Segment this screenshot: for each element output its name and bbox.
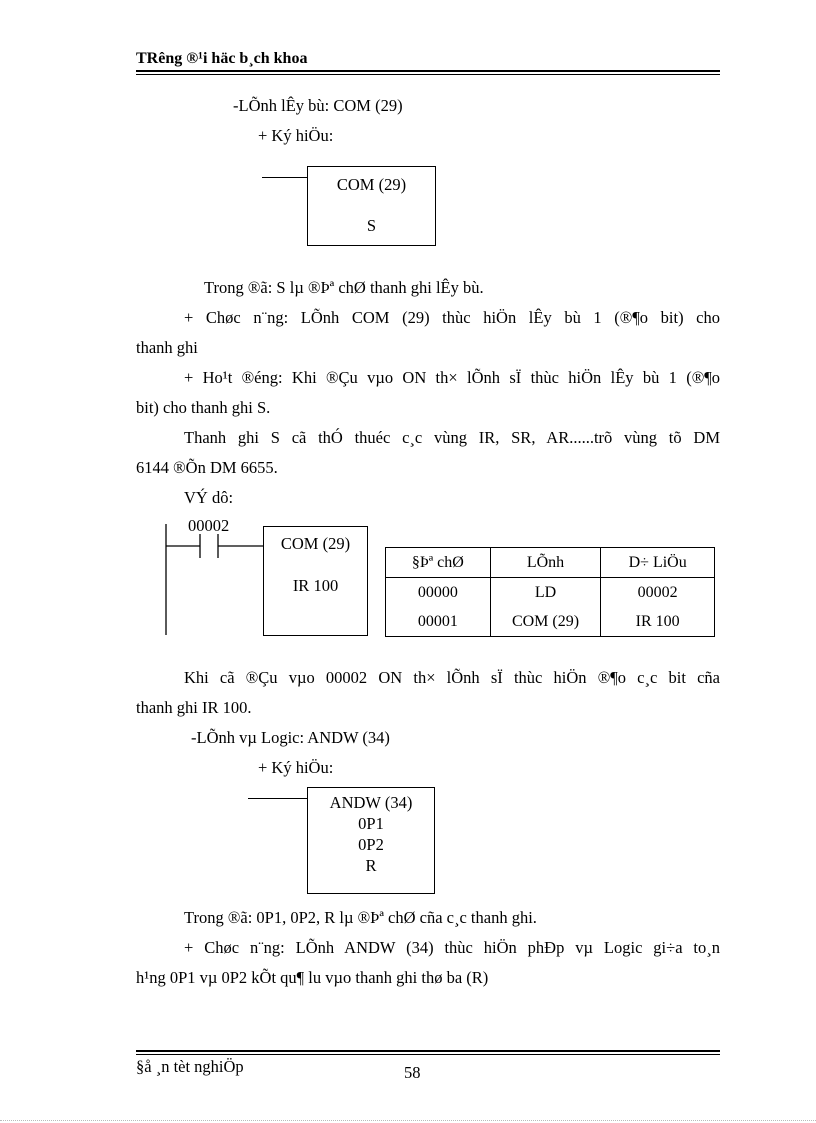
mnemonic-table	[385, 547, 715, 637]
ladder-box-line2: IR 100	[292, 576, 339, 595]
com-function-line1: + Chøc n¨ng: LÕnh COM (29) thùc hiÖn lÊy bù 1 (®¶o bit) cho	[184, 308, 720, 327]
andw-symbol-line3: 0P2	[358, 835, 384, 854]
page-bottom-dotted-edge	[0, 1120, 816, 1121]
header-address: §Þª chØ	[386, 548, 491, 578]
explain-line1: Khi cã ®Çu vµo 00002 ON th× lÕnh sÏ thùc hiÖn ®¶o c¸c bit cña	[184, 668, 720, 687]
header-rule-top	[136, 70, 720, 72]
contact-address-label: 00002	[188, 516, 230, 535]
page-number: 58	[404, 1063, 421, 1082]
footer-left-text: §å ¸n tèt nghiÖp	[136, 1057, 244, 1076]
table-cell: 00002	[601, 578, 715, 608]
andw-symbol-label: + Ký hiÖu:	[258, 758, 334, 777]
ladder-diagram	[160, 520, 270, 640]
table-cell: COM (29)	[490, 607, 601, 637]
register-line2: 6144 ®Õn DM 6655.	[136, 458, 278, 477]
table-cell: 00000	[386, 578, 491, 608]
table-cell: 00001	[386, 607, 491, 637]
andw-symbol-box	[307, 787, 435, 894]
table-cell: LD	[490, 578, 601, 608]
andw-function-line2: h¹ng 0P1 vµ 0P2 kÕt qu¶ lu vµo thanh ghi thø ba (R)	[136, 968, 489, 987]
com-ladder-box	[263, 526, 368, 636]
com-symbol-line1: COM (29)	[336, 175, 407, 194]
header-rule-bottom	[136, 74, 720, 75]
com-where-text: Trong ®ã: S lµ ®Þª chØ thanh ghi lÊy bù.	[204, 278, 484, 297]
andw-where-text: Trong ®ã: 0P1, 0P2, R lµ ®Þª chØ cña c¸c thanh ghi.	[184, 908, 537, 927]
andw-function-line1: + Chøc n¨ng: LÕnh ANDW (34) thùc hiÖn phÐp vµ Logic gi÷a to¸n	[184, 938, 720, 957]
table-header-row	[386, 548, 715, 578]
com-operation-line2: bit) cho thanh ghi S.	[136, 398, 271, 417]
header-instruction: LÕnh	[490, 548, 601, 578]
register-line1: Thanh ghi S cã thÓ thuéc c¸c vùng IR, SR, AR......trõ vùng tõ DM	[184, 428, 720, 447]
com-operation-line1: + Ho¹t ®éng: Khi ®Çu vµo ON th× lÕnh sÏ thùc hiÖn lÊy bù 1 (®¶o	[184, 368, 720, 387]
andw-input-line	[248, 798, 307, 799]
footer-rule-top	[136, 1050, 720, 1052]
header-data: D÷ LiÖu	[601, 548, 715, 578]
explain-line2: thanh ghi IR 100.	[136, 698, 252, 717]
footer-rule-bottom	[136, 1054, 720, 1055]
com-symbol-line2: S	[366, 216, 377, 235]
symbol-label: + Ký hiÖu:	[258, 126, 334, 145]
example-label: VÝ dô:	[184, 488, 234, 507]
section-heading-com: -LÕnh lÊy bù: COM (29)	[233, 96, 403, 115]
table-row	[386, 607, 715, 637]
com-function-line2: thanh ghi	[136, 338, 198, 357]
page-header-title: TRêng ®¹i häc b¸ch khoa	[136, 50, 308, 67]
symbol-input-line	[262, 177, 307, 178]
andw-symbol-line1: ANDW (34)	[329, 793, 413, 812]
andw-symbol-line2: 0P1	[358, 814, 384, 833]
ladder-box-line1: COM (29)	[280, 534, 351, 553]
com-symbol-box	[307, 166, 436, 246]
table-row	[386, 578, 715, 608]
andw-symbol-line4: R	[365, 856, 377, 875]
table-cell: IR 100	[601, 607, 715, 637]
section-heading-andw: -LÕnh vµ Logic: ANDW (34)	[191, 728, 390, 747]
